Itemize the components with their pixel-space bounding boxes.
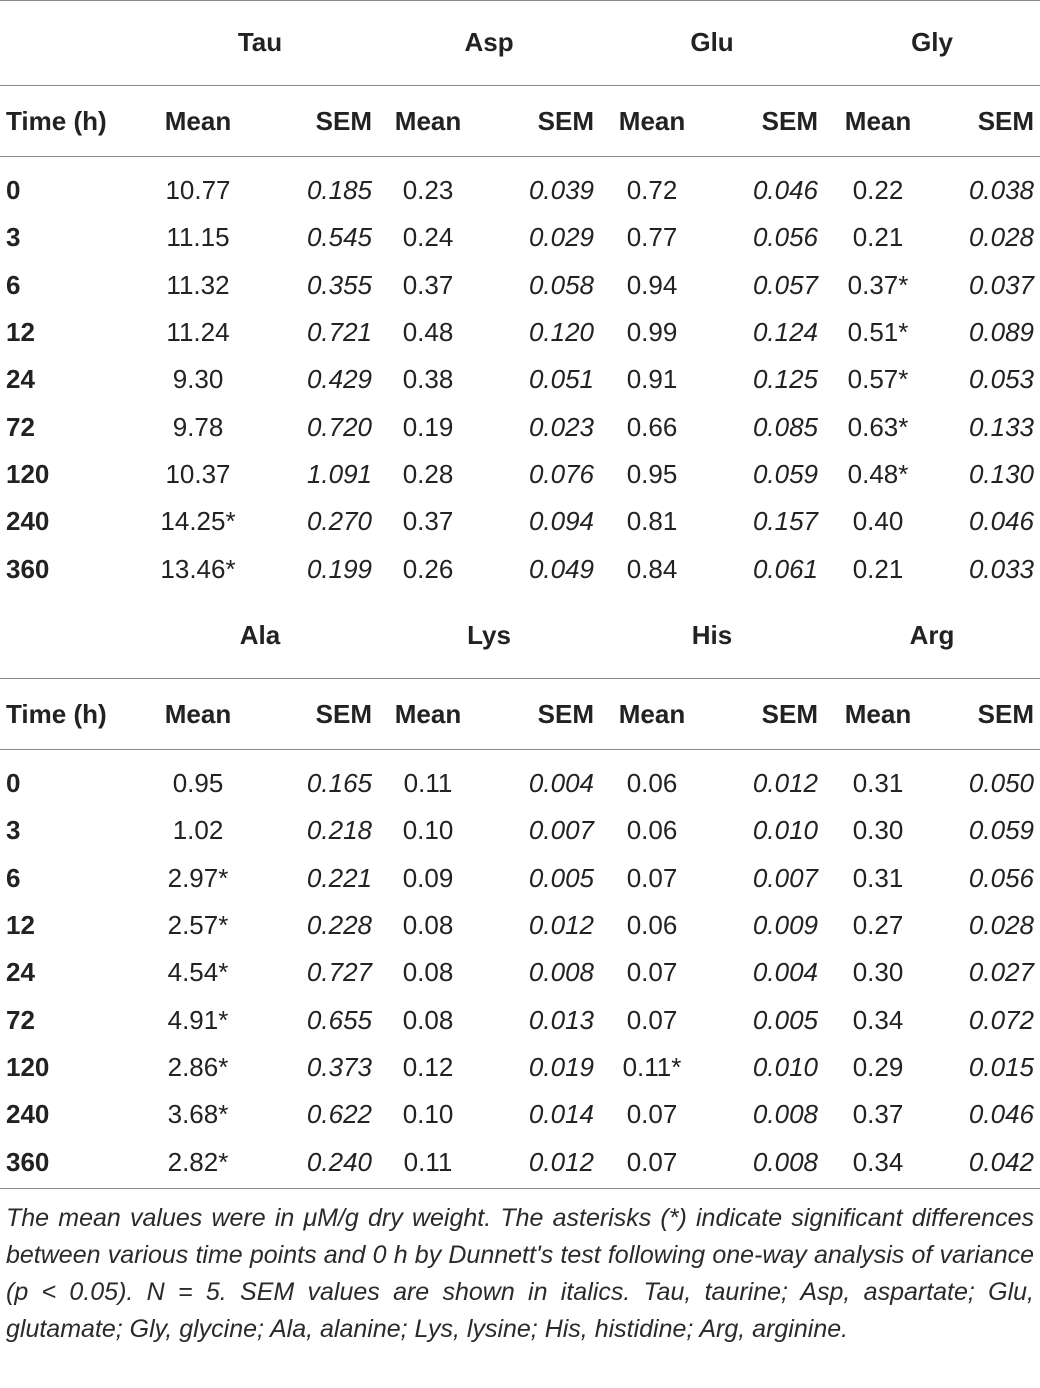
- sem-column-header: SEM: [315, 105, 373, 136]
- sem-value-cell: 0.165: [306, 768, 372, 799]
- mean-value-cell: 4.54*: [167, 957, 229, 988]
- table-row: [0, 855, 1040, 902]
- table-row: [0, 356, 1040, 403]
- amino-acid-table-2: [0, 597, 1040, 1196]
- table-row: [0, 451, 1040, 498]
- mean-value-cell: 0.48*: [847, 458, 909, 489]
- mean-value-cell: 10.37: [165, 458, 231, 489]
- mean-value-cell: 0.30: [852, 957, 904, 988]
- mean-value-cell: 0.23: [402, 175, 454, 206]
- top-rule: [0, 0, 1040, 1]
- sem-value-cell: 0.218: [306, 815, 372, 846]
- sem-value-cell: 0.014: [528, 1099, 594, 1130]
- sem-value-cell: 0.089: [968, 317, 1035, 348]
- table-row: [0, 545, 1040, 602]
- mean-value-cell: 2.57*: [167, 910, 229, 941]
- mean-value-cell: 0.37: [852, 1099, 904, 1130]
- sem-value-cell: 0.240: [306, 1146, 372, 1177]
- time-cell: 240: [6, 506, 50, 537]
- sem-value-cell: 0.008: [528, 957, 594, 988]
- time-cell: 360: [6, 1146, 50, 1177]
- mean-value-cell: 0.37: [402, 269, 454, 300]
- amino-acid-group-header: Tau: [237, 27, 283, 57]
- mean-value-cell: 0.51*: [847, 317, 909, 348]
- sem-value-cell: 0.056: [752, 222, 819, 253]
- sem-column-header: SEM: [977, 698, 1034, 729]
- sem-value-cell: 0.124: [752, 317, 819, 348]
- mean-value-cell: 0.24: [402, 222, 454, 253]
- sem-value-cell: 0.033: [968, 553, 1035, 584]
- amino-acid-group-header: Arg: [909, 620, 955, 650]
- table-footnote: The mean values were in μM/g dry weight. The asterisks (*) indicate significant differences between various time points and 0 h by Dunnett's test following one-way analysis of variance (p < 0.05). N = 5. SEM values are shown in italics. Tau, taurine; Asp, aspartate; Glu, glutamate; Gly, glycine; Ala, alanine; Lys, lysine; His, histidine; Arg, arginine.: [6, 1204, 1034, 1343]
- sem-value-cell: 0.012: [528, 1146, 594, 1177]
- table-row: [0, 498, 1040, 545]
- sem-value-cell: 0.010: [752, 1051, 818, 1082]
- mean-column-header: Mean: [394, 105, 462, 136]
- mean-value-cell: 0.06: [626, 815, 678, 846]
- sem-value-cell: 0.072: [968, 1004, 1034, 1035]
- sem-value-cell: 0.157: [752, 506, 819, 537]
- mean-value-cell: 0.07: [626, 1004, 678, 1035]
- mean-value-cell: 0.31: [852, 862, 904, 893]
- time-cell: 120: [6, 458, 50, 489]
- mean-value-cell: 0.10: [402, 815, 454, 846]
- sem-value-cell: 0.057: [752, 269, 819, 300]
- mean-column-header: Mean: [618, 105, 686, 136]
- sem-value-cell: 0.373: [306, 1051, 372, 1082]
- sem-value-cell: 0.221: [306, 862, 372, 893]
- amino-acid-table-1: [0, 4, 1040, 603]
- mean-value-cell: 10.77: [165, 175, 231, 206]
- mean-value-cell: 0.66: [626, 411, 678, 442]
- group-header-blank: [0, 597, 142, 679]
- mean-value-cell: 0.37*: [847, 269, 909, 300]
- column-header-row: [0, 86, 1040, 157]
- mean-value-cell: 0.09: [402, 862, 454, 893]
- mean-value-cell: 0.31: [852, 768, 904, 799]
- sem-value-cell: 0.005: [752, 1004, 818, 1035]
- sem-value-cell: 0.046: [968, 1099, 1034, 1130]
- table-row: [0, 996, 1040, 1043]
- sem-value-cell: 0.046: [968, 506, 1035, 537]
- table-row: [0, 750, 1040, 808]
- sem-value-cell: 0.076: [528, 458, 595, 489]
- table-row: [0, 807, 1040, 854]
- sem-value-cell: 0.012: [528, 910, 594, 941]
- time-cell: 360: [6, 553, 50, 584]
- sem-value-cell: 0.059: [752, 458, 819, 489]
- sem-value-cell: 0.120: [528, 317, 595, 348]
- sem-value-cell: 0.023: [528, 411, 595, 442]
- sem-value-cell: 0.655: [306, 1004, 372, 1035]
- time-cell: 6: [6, 269, 21, 300]
- sem-value-cell: 0.029: [528, 222, 595, 253]
- sem-value-cell: 0.038: [968, 175, 1035, 206]
- mean-value-cell: 0.29: [852, 1051, 904, 1082]
- sem-value-cell: 0.053: [968, 364, 1035, 395]
- mean-value-cell: 0.07: [626, 957, 678, 988]
- mean-value-cell: 1.02: [172, 815, 224, 846]
- table-row: [0, 902, 1040, 949]
- column-header-row: [0, 679, 1040, 750]
- sem-value-cell: 0.028: [968, 222, 1035, 253]
- sem-value-cell: 0.720: [306, 411, 373, 442]
- group-header-row: [0, 597, 1040, 679]
- mean-value-cell: 11.15: [166, 222, 230, 253]
- table-row: [0, 309, 1040, 356]
- mean-column-header: Mean: [618, 698, 686, 729]
- table-row: [0, 1091, 1040, 1138]
- sem-value-cell: 0.721: [306, 317, 373, 348]
- mean-value-cell: 4.91*: [167, 1004, 229, 1035]
- mean-value-cell: 0.95: [172, 768, 224, 799]
- sem-value-cell: 0.056: [968, 862, 1034, 893]
- mean-value-cell: 3.68*: [167, 1099, 229, 1130]
- mean-value-cell: 0.48: [402, 317, 454, 348]
- mean-column-header: Mean: [844, 105, 912, 136]
- mean-value-cell: 0.07: [626, 1099, 678, 1130]
- mean-value-cell: 0.26: [402, 553, 454, 584]
- mean-column-header: Mean: [164, 105, 232, 136]
- time-cell: 240: [6, 1099, 50, 1130]
- mean-value-cell: 9.30: [172, 364, 224, 395]
- mean-value-cell: 0.08: [402, 1004, 454, 1035]
- sem-value-cell: 0.004: [528, 768, 594, 799]
- sem-value-cell: 0.058: [528, 269, 595, 300]
- table-row: [0, 214, 1040, 261]
- time-column-header: Time (h): [6, 698, 107, 729]
- time-cell: 24: [6, 957, 35, 988]
- mean-value-cell: 0.81: [626, 506, 678, 537]
- sem-value-cell: 0.046: [752, 175, 819, 206]
- sem-value-cell: 0.013: [528, 1004, 594, 1035]
- mean-value-cell: 0.30: [852, 815, 904, 846]
- time-cell: 3: [6, 815, 21, 846]
- sem-value-cell: 0.085: [752, 411, 819, 442]
- sem-value-cell: 0.228: [306, 910, 372, 941]
- mean-value-cell: 9.78: [172, 411, 224, 442]
- mean-column-header: Mean: [844, 698, 912, 729]
- mean-value-cell: 0.57*: [847, 364, 909, 395]
- sem-value-cell: 0.037: [968, 269, 1035, 300]
- sem-value-cell: 0.019: [528, 1051, 594, 1082]
- mean-value-cell: 0.21: [852, 222, 904, 253]
- sem-value-cell: 0.028: [968, 910, 1034, 941]
- mean-value-cell: 0.06: [626, 910, 678, 941]
- sem-value-cell: 0.015: [968, 1051, 1034, 1082]
- mean-value-cell: 0.22: [852, 175, 904, 206]
- time-cell: 120: [6, 1051, 50, 1082]
- mean-column-header: Mean: [394, 698, 462, 729]
- mean-column-header: Mean: [164, 698, 232, 729]
- mean-value-cell: 0.06: [626, 768, 678, 799]
- mean-value-cell: 0.37: [402, 506, 454, 537]
- mean-value-cell: 0.95: [626, 458, 678, 489]
- mean-value-cell: 0.28: [402, 458, 454, 489]
- mean-value-cell: 0.38: [402, 364, 454, 395]
- sem-value-cell: 0.059: [968, 815, 1034, 846]
- mean-value-cell: 0.63*: [847, 411, 909, 442]
- sem-value-cell: 0.007: [528, 815, 594, 846]
- time-cell: 72: [6, 1004, 35, 1035]
- table-row: [0, 949, 1040, 996]
- sem-value-cell: 0.199: [306, 553, 373, 584]
- mean-value-cell: 0.34: [852, 1004, 904, 1035]
- time-cell: 12: [6, 910, 35, 941]
- amino-acid-group-header: Glu: [690, 27, 734, 57]
- sem-column-header: SEM: [537, 105, 595, 136]
- time-cell: 24: [6, 364, 35, 395]
- time-cell: 0: [6, 175, 21, 206]
- mean-value-cell: 0.07: [626, 862, 678, 893]
- mean-value-cell: 0.11*: [622, 1051, 682, 1082]
- group-header-row: [0, 4, 1040, 86]
- mean-value-cell: 2.97*: [167, 862, 229, 893]
- time-cell: 3: [6, 222, 21, 253]
- mean-value-cell: 0.72: [626, 175, 678, 206]
- sem-value-cell: 0.050: [968, 768, 1034, 799]
- sem-column-header: SEM: [537, 698, 594, 729]
- mean-value-cell: 0.12: [402, 1051, 454, 1082]
- sem-value-cell: 0.010: [752, 815, 818, 846]
- time-cell: 72: [6, 411, 35, 442]
- sem-value-cell: 0.061: [752, 553, 819, 584]
- mean-value-cell: 0.84: [626, 553, 678, 584]
- footnote-rule: [0, 1188, 1040, 1189]
- mean-value-cell: 0.99: [626, 317, 678, 348]
- sem-value-cell: 0.007: [752, 862, 818, 893]
- mean-value-cell: 0.94: [626, 269, 678, 300]
- group-header-blank: [0, 4, 142, 86]
- amino-acid-group-header: His: [691, 620, 733, 650]
- sem-value-cell: 0.004: [752, 957, 818, 988]
- sem-value-cell: 1.091: [306, 458, 373, 489]
- sem-value-cell: 0.005: [528, 862, 594, 893]
- mean-value-cell: 11.24: [166, 317, 230, 348]
- amino-acid-group-header: Ala: [239, 620, 281, 650]
- sem-value-cell: 0.027: [968, 957, 1034, 988]
- table-row: [0, 157, 1040, 215]
- mean-value-cell: 14.25*: [160, 506, 236, 537]
- sem-column-header: SEM: [761, 698, 818, 729]
- mean-value-cell: 0.34: [852, 1146, 904, 1177]
- sem-value-cell: 0.133: [968, 411, 1035, 442]
- mean-value-cell: 0.27: [852, 910, 904, 941]
- sem-column-header: SEM: [761, 105, 819, 136]
- sem-value-cell: 0.008: [752, 1099, 818, 1130]
- amino-acid-group-header: Gly: [911, 27, 953, 57]
- time-cell: 12: [6, 317, 35, 348]
- mean-value-cell: 0.07: [626, 1146, 678, 1177]
- sem-value-cell: 0.008: [752, 1146, 818, 1177]
- mean-value-cell: 0.91: [626, 364, 678, 395]
- time-cell: 6: [6, 862, 21, 893]
- amino-acid-group-header: Asp: [464, 27, 514, 57]
- sem-value-cell: 0.009: [752, 910, 818, 941]
- mean-value-cell: 0.19: [402, 411, 454, 442]
- sem-value-cell: 0.094: [528, 506, 595, 537]
- table-row: [0, 1044, 1040, 1091]
- sem-value-cell: 0.012: [752, 768, 818, 799]
- mean-value-cell: 0.10: [402, 1099, 454, 1130]
- mean-value-cell: 11.32: [166, 269, 230, 300]
- mean-value-cell: 0.08: [402, 957, 454, 988]
- sem-value-cell: 0.130: [968, 458, 1035, 489]
- sem-value-cell: 0.185: [306, 175, 373, 206]
- sem-value-cell: 0.049: [528, 553, 595, 584]
- time-column-header: Time (h): [6, 105, 107, 136]
- mean-value-cell: 0.77: [626, 222, 678, 253]
- table-row: [0, 262, 1040, 309]
- sem-value-cell: 0.429: [306, 364, 373, 395]
- mean-value-cell: 13.46*: [160, 553, 236, 584]
- sem-value-cell: 0.039: [528, 175, 595, 206]
- sem-value-cell: 0.042: [968, 1146, 1034, 1177]
- table-row: [0, 403, 1040, 450]
- time-cell: 0: [6, 768, 21, 799]
- sem-value-cell: 0.545: [306, 222, 373, 253]
- sem-value-cell: 0.622: [306, 1099, 372, 1130]
- sem-value-cell: 0.355: [306, 269, 373, 300]
- amino-acid-group-header: Lys: [467, 620, 511, 650]
- mean-value-cell: 0.11: [403, 1146, 453, 1177]
- mean-value-cell: 0.40: [852, 506, 904, 537]
- mean-value-cell: 2.82*: [167, 1146, 229, 1177]
- mean-value-cell: 0.21: [852, 553, 904, 584]
- mean-value-cell: 0.11: [403, 768, 453, 799]
- sem-value-cell: 0.727: [306, 957, 372, 988]
- sem-value-cell: 0.270: [306, 506, 373, 537]
- sem-value-cell: 0.125: [752, 364, 819, 395]
- sem-value-cell: 0.051: [528, 364, 595, 395]
- mean-value-cell: 0.08: [402, 910, 454, 941]
- mean-value-cell: 2.86*: [167, 1051, 229, 1082]
- sem-column-header: SEM: [315, 698, 372, 729]
- sem-column-header: SEM: [977, 105, 1035, 136]
